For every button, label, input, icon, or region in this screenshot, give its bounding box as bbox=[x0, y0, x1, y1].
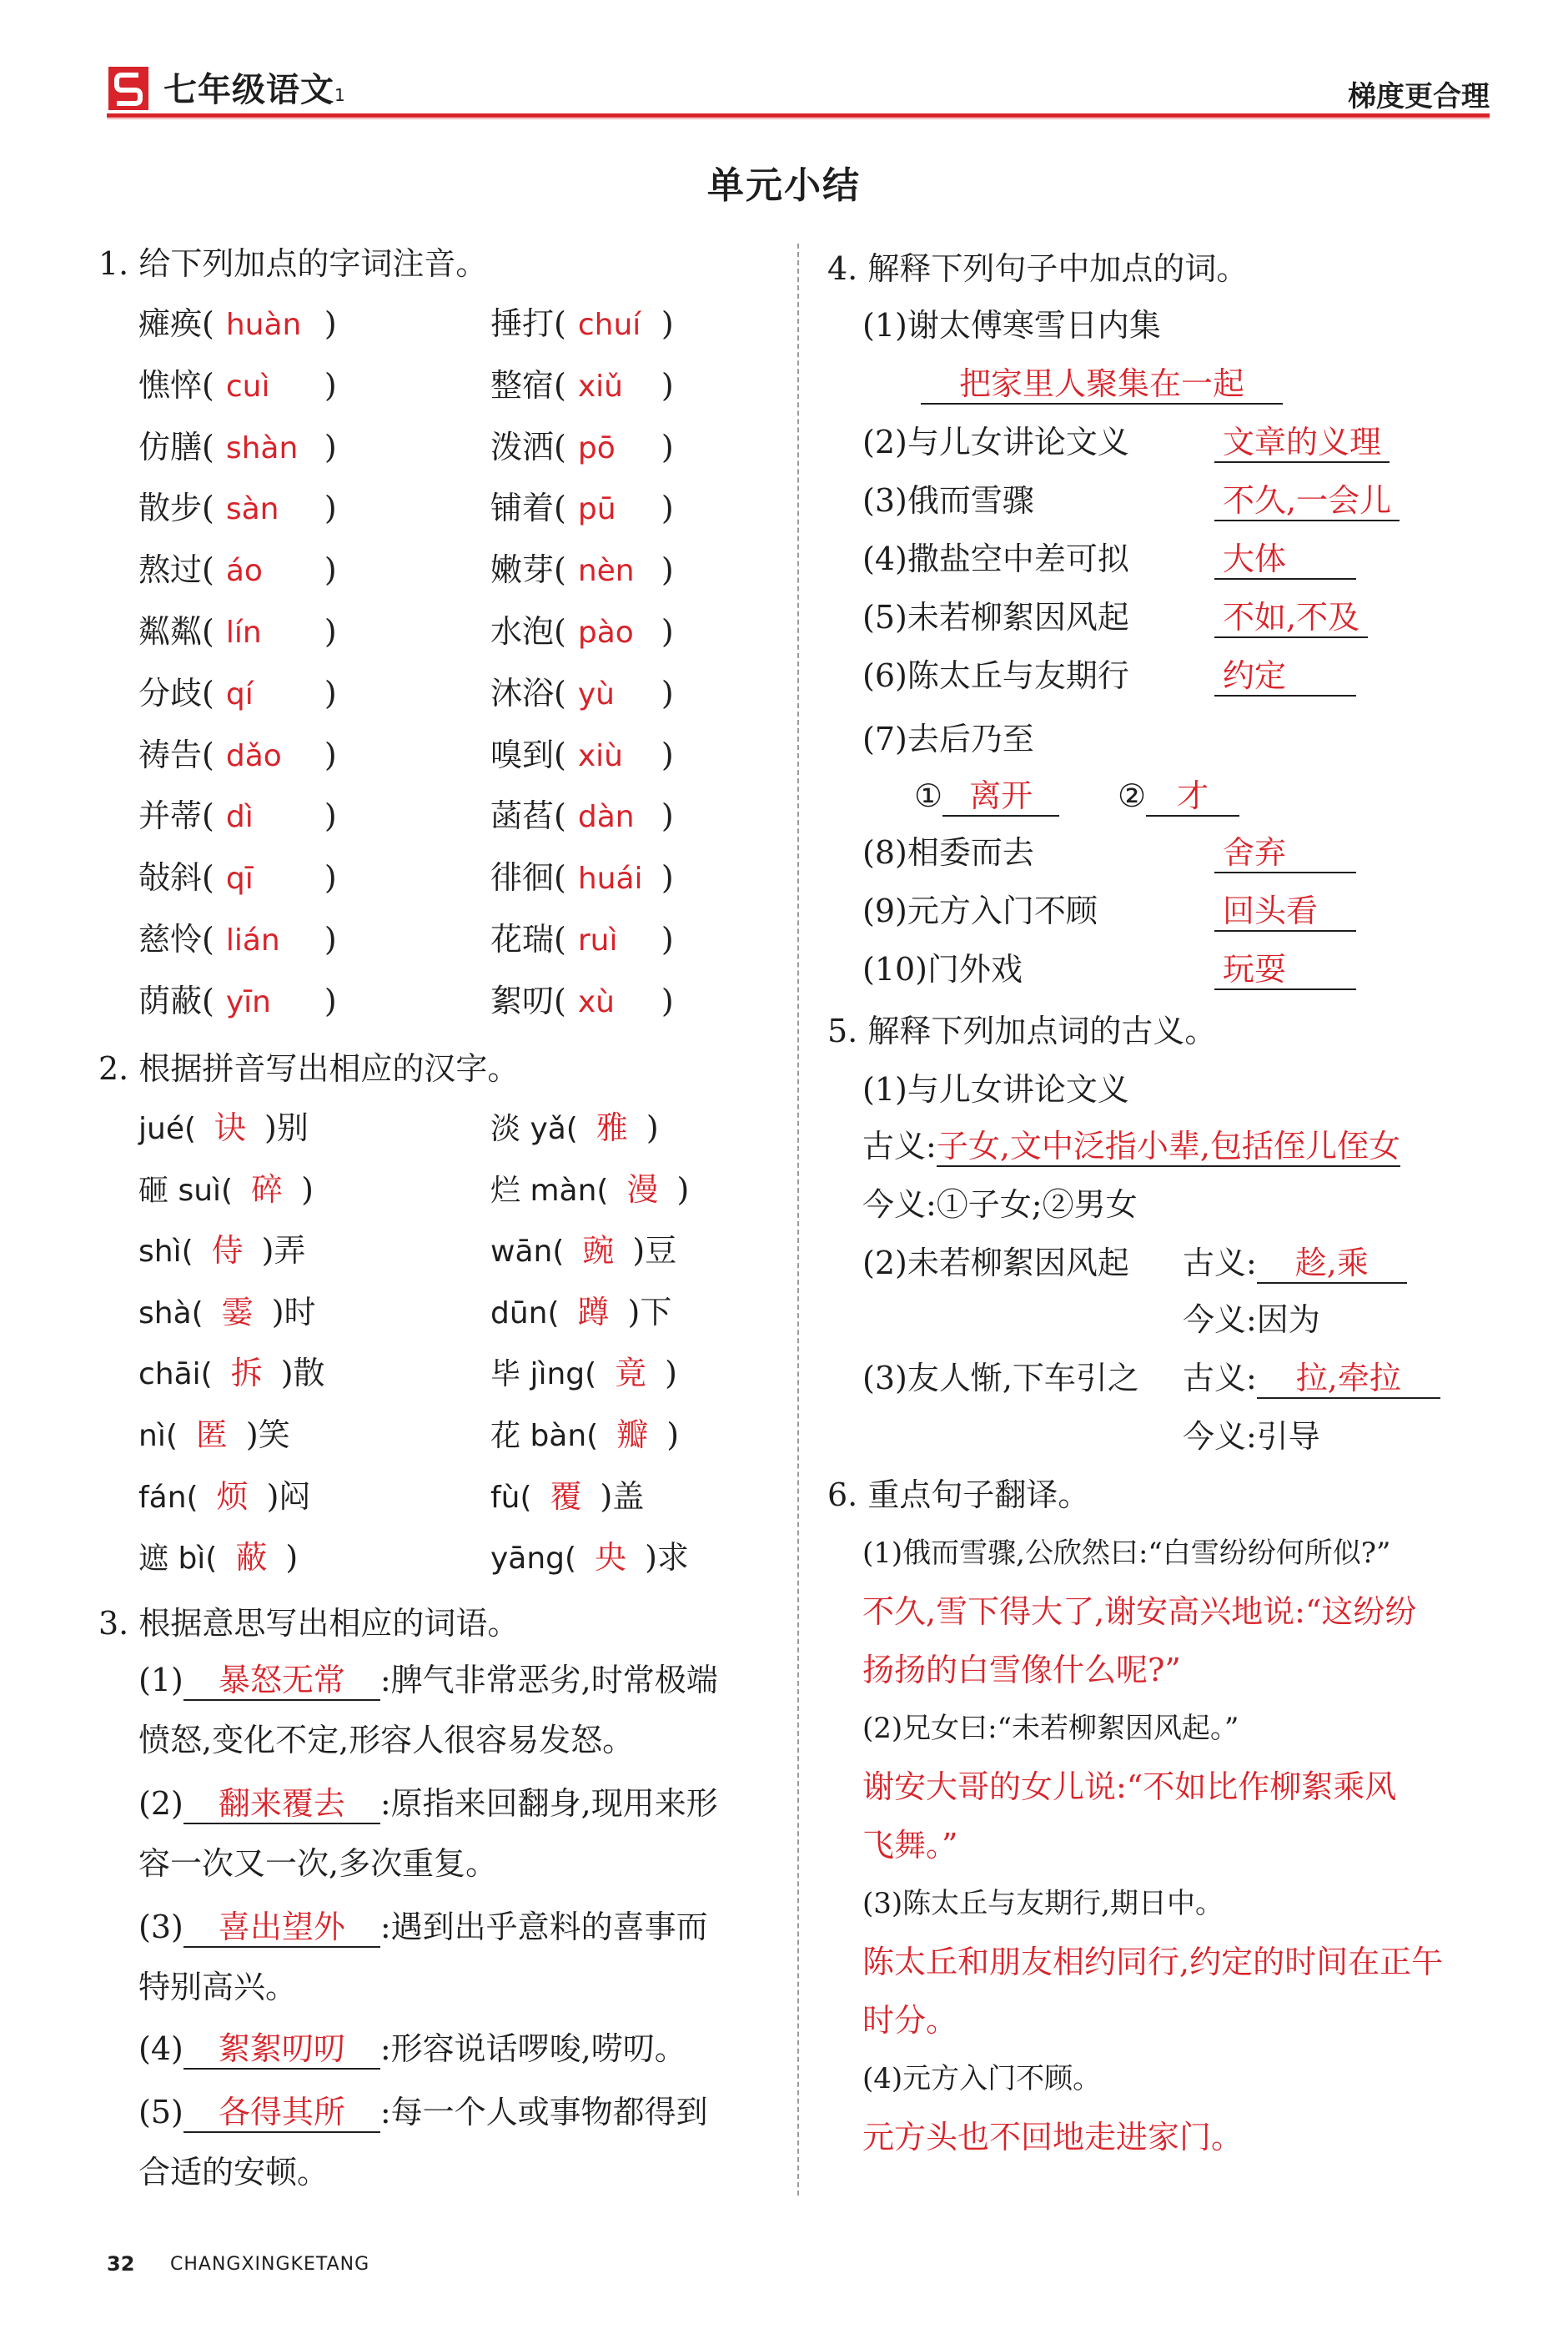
q6-a1-line1: 不久,雪下得大了,谢安高兴地说:“这纷纷 bbox=[862, 1593, 1417, 1630]
q3-def-line2: 容一次又一次,多次重复。 bbox=[138, 1845, 498, 1882]
q1-item: 嫩芽( nèn ) bbox=[490, 548, 674, 593]
q2-answer: 碎 bbox=[251, 1170, 284, 1208]
q6-title: 6. 重点句子翻译。 bbox=[827, 1476, 1090, 1513]
q5-title: 5. 解释下列加点词的古义。 bbox=[827, 1013, 1217, 1049]
q1-answer: huàn bbox=[225, 308, 302, 342]
q4-sentence: (4)撒盐空中差可拟 bbox=[862, 541, 1129, 577]
q3-def-line2: 合适的安顿。 bbox=[138, 2154, 329, 2191]
q2-prompt: fù( bbox=[490, 1480, 532, 1515]
q1-item: 粼粼( lín ) bbox=[138, 610, 337, 655]
grade-title: 七年级语文1 bbox=[163, 71, 346, 109]
q4-sentence: (6)陈太丘与友期行 bbox=[862, 657, 1129, 694]
q1-word: 徘徊 bbox=[490, 859, 555, 897]
q1-item: 花瑞( ruì ) bbox=[490, 918, 674, 963]
q1-answer: qī bbox=[225, 862, 254, 897]
q1-item: 水泡( pào ) bbox=[490, 610, 674, 655]
q3-number: (5) bbox=[138, 2094, 183, 2130]
q4-answer bbox=[1214, 596, 1368, 639]
q2-answer: 竟 bbox=[615, 1355, 647, 1392]
q1-item: 嗅到( xiù ) bbox=[490, 733, 674, 778]
q6-a1-line2: 扬扬的白雪像什么呢?” bbox=[862, 1652, 1181, 1688]
q1-answer: shàn bbox=[225, 430, 299, 465]
q4-answer-text: 大体 bbox=[1214, 540, 1356, 580]
q2-suffix: )散 bbox=[280, 1355, 325, 1392]
q2-title: 2. 根据拼音写出相应的汉字。 bbox=[98, 1050, 520, 1087]
q2-item bbox=[490, 1536, 689, 1581]
q2-suffix: )闷 bbox=[266, 1477, 311, 1515]
q2-suffix: )弄 bbox=[261, 1232, 306, 1270]
q4-answer-text: 不如,不及 bbox=[1214, 598, 1368, 638]
publisher-logo-icon bbox=[107, 65, 150, 112]
q2-prompt: jué( bbox=[138, 1112, 197, 1146]
header-tagline: 梯度更合理 bbox=[1348, 80, 1490, 113]
q2-item bbox=[138, 1168, 314, 1213]
q3-item bbox=[138, 1905, 708, 1949]
q2-answer: 诀 bbox=[214, 1109, 247, 1146]
q3-number: (1) bbox=[138, 1662, 183, 1698]
q4-a1: 把家里人聚集在一起 bbox=[921, 362, 1283, 405]
q1-answer: pào bbox=[577, 616, 634, 650]
q4-s7: (7)去后乃至 bbox=[862, 721, 1034, 757]
q2-item bbox=[490, 1413, 679, 1458]
q1-word: 荫蔽 bbox=[138, 982, 203, 1019]
q6-a3-line2: 时分。 bbox=[862, 2002, 958, 2039]
q2-answer: 霎 bbox=[221, 1293, 254, 1330]
q1-word: 憔悴 bbox=[138, 366, 203, 404]
q2-prompt: yāng( bbox=[490, 1542, 577, 1577]
q3-def-line2: 愤怒,变化不定,形容人很容易发怒。 bbox=[138, 1722, 635, 1758]
q3-def-line1: :原指来回翻身,现用来形 bbox=[379, 1785, 718, 1822]
q3-answer: 絮絮叨叨 bbox=[183, 2030, 380, 2070]
q4-answer bbox=[1214, 537, 1356, 581]
q5-gu2: 古义: 趁,乘 bbox=[1183, 1241, 1407, 1285]
q2-prompt: 淡 yǎ( bbox=[490, 1112, 578, 1146]
q5-s1: (1)与儿女讲论文义 bbox=[862, 1071, 1129, 1108]
q1-title: 1. 给下列加点的字词注音。 bbox=[98, 245, 488, 282]
q1-answer: pō bbox=[577, 430, 616, 465]
page-title: 单元小结 bbox=[707, 164, 861, 207]
q6-q4: (4)元方入门不顾。 bbox=[862, 2062, 1102, 2095]
q3-answer: 喜出望外 bbox=[183, 1908, 380, 1948]
q1-word: 并蒂 bbox=[138, 797, 203, 835]
q2-answer: 侍 bbox=[211, 1232, 244, 1270]
q1-answer: dàn bbox=[577, 800, 635, 835]
q2-answer: 豌 bbox=[582, 1232, 615, 1270]
q2-suffix: )豆 bbox=[632, 1232, 677, 1270]
q4-answer-text: 不久,一会儿 bbox=[1214, 481, 1400, 521]
q4-a7-1: ① 离开 bbox=[914, 774, 1059, 817]
q2-answer: 烦 bbox=[216, 1477, 249, 1515]
q2-suffix: ) bbox=[676, 1170, 690, 1208]
q6-a4: 元方头也不回地走进家门。 bbox=[862, 2119, 1244, 2155]
q1-item: 慈怜( lián ) bbox=[138, 918, 337, 963]
q2-answer: 覆 bbox=[550, 1477, 582, 1515]
q1-word: 水泡 bbox=[490, 613, 555, 650]
q3-answer: 各得其所 bbox=[183, 2093, 380, 2133]
q1-answer: ruì bbox=[577, 923, 618, 958]
q4-answer bbox=[1214, 831, 1356, 874]
q4-title: 4. 解释下列句子中加点的词。 bbox=[827, 250, 1249, 287]
q2-item bbox=[138, 1106, 309, 1151]
q2-item bbox=[490, 1290, 671, 1335]
q1-answer: áo bbox=[225, 554, 263, 589]
q4-sentence: (8)相委而去 bbox=[862, 834, 1034, 871]
q6-a2-line1: 谢安大哥的女儿说:“不如比作柳絮乘风 bbox=[862, 1768, 1397, 1805]
q1-answer: sàn bbox=[225, 492, 279, 527]
q2-item bbox=[138, 1413, 290, 1458]
q3-item bbox=[138, 2090, 708, 2134]
q2-answer: 拆 bbox=[230, 1355, 263, 1392]
q2-suffix: ) bbox=[665, 1355, 677, 1392]
q2-prompt: 遮 bì( bbox=[138, 1542, 218, 1577]
q1-answer: huái bbox=[577, 862, 643, 897]
q4-answer-text: 约定 bbox=[1214, 656, 1356, 697]
q2-suffix: )时 bbox=[271, 1293, 316, 1330]
q5-jin2: 今义:因为 bbox=[1183, 1301, 1320, 1338]
q1-answer: pū bbox=[577, 492, 616, 527]
q1-word: 絮叨 bbox=[490, 982, 555, 1019]
q1-item: 沐浴( yù ) bbox=[490, 672, 674, 717]
q1-word: 嗅到 bbox=[490, 736, 555, 773]
q3-item bbox=[138, 2027, 686, 2070]
q1-item: 铺着( pū ) bbox=[490, 486, 674, 531]
q3-title: 3. 根据意思写出相应的词语。 bbox=[98, 1605, 520, 1642]
q6-a2-line2: 飞舞。” bbox=[862, 1827, 958, 1864]
q1-item: 分歧( qí ) bbox=[138, 672, 337, 717]
q5-jin3: 今义:引导 bbox=[1183, 1418, 1320, 1455]
q2-answer: 匿 bbox=[195, 1416, 228, 1453]
q4-sentence: (2)与儿女讲论文义 bbox=[862, 424, 1129, 460]
q2-item bbox=[138, 1536, 298, 1581]
q3-item bbox=[138, 1658, 718, 1702]
q6-a3-line1: 陈太丘和朋友相约同行,约定的时间在正午 bbox=[862, 1944, 1444, 1980]
q4-answer bbox=[1214, 889, 1356, 933]
q2-item bbox=[490, 1351, 677, 1396]
q1-item: 瘫痪( huàn ) bbox=[138, 302, 337, 347]
q2-suffix: )笑 bbox=[245, 1416, 290, 1453]
q1-answer: nèn bbox=[577, 554, 635, 589]
q2-suffix: ) bbox=[285, 1539, 299, 1577]
q1-word: 捶打 bbox=[490, 305, 555, 342]
q1-item: 祷告( dǎo ) bbox=[138, 733, 337, 778]
q2-prompt: shì( bbox=[138, 1235, 193, 1270]
q1-word: 沐浴 bbox=[490, 674, 555, 712]
q2-prompt: fán( bbox=[138, 1480, 199, 1515]
q2-item bbox=[138, 1475, 310, 1520]
q5-gu3: 古义: 拉,牵拉 bbox=[1183, 1356, 1440, 1400]
q1-item: 泼洒( pō ) bbox=[490, 425, 674, 470]
q1-answer: qí bbox=[225, 677, 254, 712]
q2-item bbox=[490, 1168, 689, 1213]
q6-q3: (3)陈太丘与友期行,期日中。 bbox=[862, 1887, 1224, 1920]
q4-a7-2: ② 才 bbox=[1118, 774, 1239, 817]
q1-answer: dǎo bbox=[225, 738, 282, 773]
q4-answer bbox=[1214, 654, 1356, 697]
q4-answer-text: 回头看 bbox=[1214, 892, 1356, 932]
q1-answer: xiù bbox=[577, 738, 623, 773]
q2-answer: 蹲 bbox=[577, 1293, 610, 1330]
q2-item bbox=[138, 1351, 325, 1396]
q1-item: 憔悴( cuì ) bbox=[138, 364, 337, 409]
q2-prompt: shà( bbox=[138, 1295, 204, 1330]
q4-answer bbox=[1214, 420, 1390, 464]
q3-def-line1: :遇到出乎意料的喜事而 bbox=[379, 1909, 708, 1945]
q4-sentence: (10)门外戏 bbox=[862, 951, 1023, 988]
q2-prompt: 烂 màn( bbox=[490, 1173, 609, 1208]
q2-answer: 雅 bbox=[596, 1109, 628, 1146]
q4-answer bbox=[1214, 948, 1356, 991]
q1-answer: lián bbox=[225, 923, 280, 958]
q1-word: 嫩芽 bbox=[490, 551, 555, 589]
q2-prompt: chāi( bbox=[138, 1357, 213, 1392]
q1-word: 散步 bbox=[138, 490, 203, 527]
q1-word: 菡萏 bbox=[490, 797, 555, 835]
q2-suffix: )盖 bbox=[600, 1477, 645, 1515]
q1-answer: yù bbox=[577, 677, 615, 712]
q4-sentence: (3)俄而雪骤 bbox=[862, 482, 1034, 519]
q2-prompt: 花 bàn( bbox=[490, 1419, 599, 1453]
q1-word: 铺着 bbox=[490, 490, 555, 527]
q3-item bbox=[138, 1782, 718, 1825]
q1-item: 絮叨( xù ) bbox=[490, 979, 674, 1024]
q3-def-line1: :形容说话啰唆,唠叨。 bbox=[379, 2030, 686, 2067]
q4-answer-text: 文章的义理 bbox=[1214, 423, 1390, 463]
column-divider bbox=[797, 244, 799, 2196]
q1-answer: dì bbox=[225, 800, 254, 835]
q1-word: 瘫痪 bbox=[138, 305, 203, 342]
q2-answer: 瓣 bbox=[616, 1416, 649, 1453]
q3-answer: 翻来覆去 bbox=[183, 1784, 380, 1824]
q2-prompt: dūn( bbox=[490, 1295, 560, 1330]
q1-item: 菡萏( dàn ) bbox=[490, 794, 674, 839]
q1-item: 敧斜( qī ) bbox=[138, 856, 337, 901]
q1-item: 徘徊( huái ) bbox=[490, 856, 674, 901]
q2-item bbox=[138, 1290, 316, 1335]
q1-item: 仿膳( shàn ) bbox=[138, 425, 337, 470]
q1-word: 敧斜 bbox=[138, 859, 203, 897]
q2-answer: 蔽 bbox=[235, 1539, 268, 1577]
q2-prompt: wān( bbox=[490, 1235, 565, 1270]
q6-q2: (2)兄女曰:“未若柳絮因风起。” bbox=[862, 1712, 1239, 1745]
q2-prompt: 毕 jìng( bbox=[490, 1357, 597, 1392]
q5-jin1: 今义:①子女;②男女 bbox=[862, 1186, 1138, 1223]
q1-word: 慈怜 bbox=[138, 921, 203, 958]
q4-answer bbox=[1214, 479, 1400, 522]
q1-answer: xiǔ bbox=[577, 369, 623, 404]
q1-item: 捶打( chuí ) bbox=[490, 302, 674, 347]
q4-sentence: (9)元方入门不顾 bbox=[862, 893, 1098, 929]
footer-brand: CHANGXINGKETANG bbox=[170, 2254, 370, 2275]
q1-word: 仿膳 bbox=[138, 428, 203, 465]
q3-def-line2: 特别高兴。 bbox=[138, 1969, 298, 2005]
q1-word: 熬过 bbox=[138, 551, 203, 589]
header-rule bbox=[107, 113, 1490, 118]
q2-prompt: 砸 suì( bbox=[138, 1173, 234, 1208]
q2-suffix: )下 bbox=[627, 1293, 672, 1330]
q1-answer: lín bbox=[225, 616, 262, 650]
q5-gu1: 古义:子女,文中泛指小辈,包括侄儿侄女 bbox=[862, 1124, 1400, 1168]
q2-prompt: nì( bbox=[138, 1419, 178, 1453]
q4-s1: (1)谢太傅寒雪日内集 bbox=[862, 307, 1161, 344]
q2-suffix: ) bbox=[666, 1416, 680, 1453]
q1-item: 整宿( xiǔ ) bbox=[490, 364, 674, 409]
q2-item bbox=[138, 1229, 305, 1274]
q2-suffix: ) bbox=[646, 1109, 659, 1146]
q1-word: 整宿 bbox=[490, 366, 555, 404]
q1-word: 花瑞 bbox=[490, 921, 555, 958]
q2-item bbox=[490, 1475, 644, 1520]
q3-def-line1: :每一个人或事物都得到 bbox=[379, 2094, 708, 2130]
q3-number: (4) bbox=[138, 2030, 183, 2067]
q1-answer: yīn bbox=[225, 984, 271, 1019]
q2-suffix: )求 bbox=[645, 1539, 689, 1577]
q2-answer: 央 bbox=[595, 1539, 627, 1577]
q2-item bbox=[490, 1229, 676, 1274]
q3-def-line1: :脾气非常恶劣,时常极端 bbox=[379, 1662, 718, 1698]
q4-answer-text: 玩耍 bbox=[1214, 950, 1356, 990]
q3-answer: 暴怒无常 bbox=[183, 1661, 380, 1701]
q4-sentence: (5)未若柳絮因风起 bbox=[862, 599, 1129, 636]
q2-suffix: ) bbox=[301, 1170, 314, 1208]
q2-answer: 漫 bbox=[626, 1170, 659, 1208]
q3-number: (3) bbox=[138, 1909, 183, 1945]
q3-number: (2) bbox=[138, 1785, 183, 1822]
q1-word: 粼粼 bbox=[138, 613, 203, 650]
q2-suffix: )别 bbox=[264, 1109, 309, 1146]
q1-item: 荫蔽( yīn ) bbox=[138, 979, 337, 1024]
q2-item bbox=[490, 1106, 659, 1151]
q1-item: 并蒂( dì ) bbox=[138, 794, 337, 839]
q1-word: 泼洒 bbox=[490, 428, 555, 465]
q5-s3: (3)友人惭,下车引之 bbox=[862, 1360, 1139, 1396]
q1-word: 分歧 bbox=[138, 674, 203, 712]
q1-word: 祷告 bbox=[138, 736, 203, 773]
q5-s2: (2)未若柳絮因风起 bbox=[862, 1245, 1129, 1281]
q1-answer: chuí bbox=[577, 308, 641, 342]
q4-answer-text: 舍弃 bbox=[1214, 833, 1356, 873]
q1-answer: xù bbox=[577, 984, 615, 1019]
page-number: 32 bbox=[107, 2252, 135, 2276]
q1-item: 熬过( áo ) bbox=[138, 548, 337, 593]
q1-answer: cuì bbox=[225, 369, 270, 404]
header-rule-thin bbox=[107, 118, 1490, 119]
q1-item: 散步( sàn ) bbox=[138, 486, 337, 531]
q6-q1: (1)俄而雪骤,公欣然曰:“白雪纷纷何所似?” bbox=[862, 1537, 1391, 1570]
